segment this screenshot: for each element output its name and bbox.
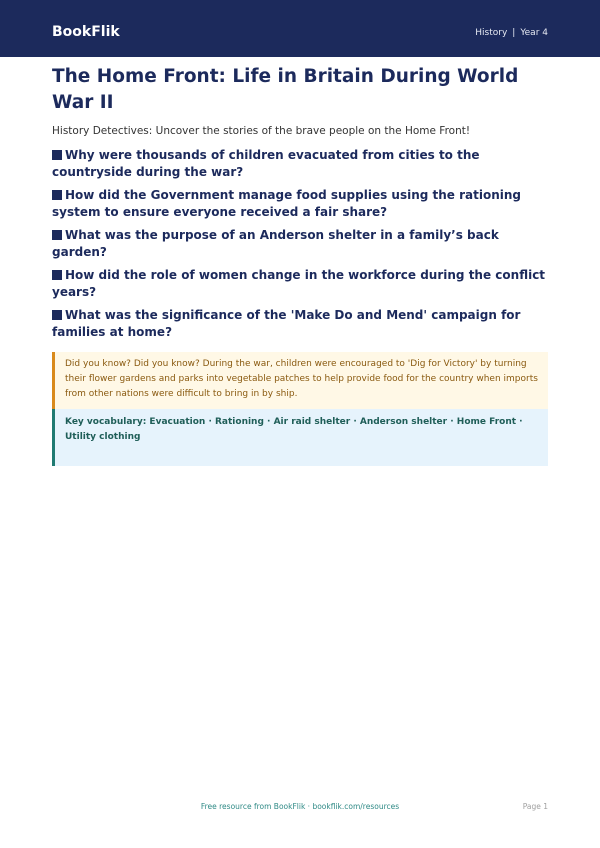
meta-separator: | bbox=[512, 28, 516, 38]
subject-label: History bbox=[475, 28, 508, 38]
square-bullet-icon bbox=[52, 270, 62, 280]
footer-link[interactable]: Free resource from BookFlik · bookflik.com/resources bbox=[200, 802, 400, 811]
top-header bbox=[0, 0, 600, 57]
worksheet-content bbox=[52, 64, 548, 466]
question-item bbox=[52, 187, 548, 221]
square-bullet-icon bbox=[52, 230, 62, 240]
question-text: How did the role of women change in the workforce during the conflict years? bbox=[52, 268, 546, 299]
year-label: Year 4 bbox=[520, 28, 548, 38]
square-bullet-icon bbox=[52, 310, 62, 320]
page-title: The Home Front: Life in Britain During World War II bbox=[52, 66, 519, 113]
page-number: Page 1 bbox=[522, 802, 548, 811]
brand-logo[interactable]: BookFlik bbox=[52, 24, 120, 40]
question-item bbox=[52, 307, 548, 341]
question-item bbox=[52, 267, 548, 301]
page-subtitle: History Detectives: Uncover the stories of the brave people on the Home Front! bbox=[52, 125, 471, 137]
question-text: What was the purpose of an Anderson shelter in a family’s back garden? bbox=[52, 228, 499, 259]
question-list bbox=[52, 147, 548, 341]
square-bullet-icon bbox=[52, 150, 62, 160]
question-item bbox=[52, 147, 548, 181]
question-text: What was the significance of the 'Make Do and Mend' campaign for families at home? bbox=[52, 308, 521, 339]
question-text: Why were thousands of children evacuated from cities to the countryside during the war? bbox=[52, 148, 480, 179]
square-bullet-icon bbox=[52, 190, 62, 200]
header-meta bbox=[475, 26, 548, 40]
key-vocabulary-box: Key vocabulary: Evacuation · Rationing · Air raid shelter · Anderson shelter · Home Front · Utility clothing bbox=[52, 409, 548, 466]
did-you-know-box: Did you know? Did you know? During the war, children were encouraged to 'Dig for Victory' by turning their flower gardens and parks into vegetable patches to help provide food for the country when imports from other nations were difficult to bring in by ship. bbox=[52, 352, 548, 409]
question-text: How did the Government manage food supplies using the rationing system to ensure everyone received a fair share? bbox=[52, 188, 522, 219]
question-item bbox=[52, 227, 548, 261]
